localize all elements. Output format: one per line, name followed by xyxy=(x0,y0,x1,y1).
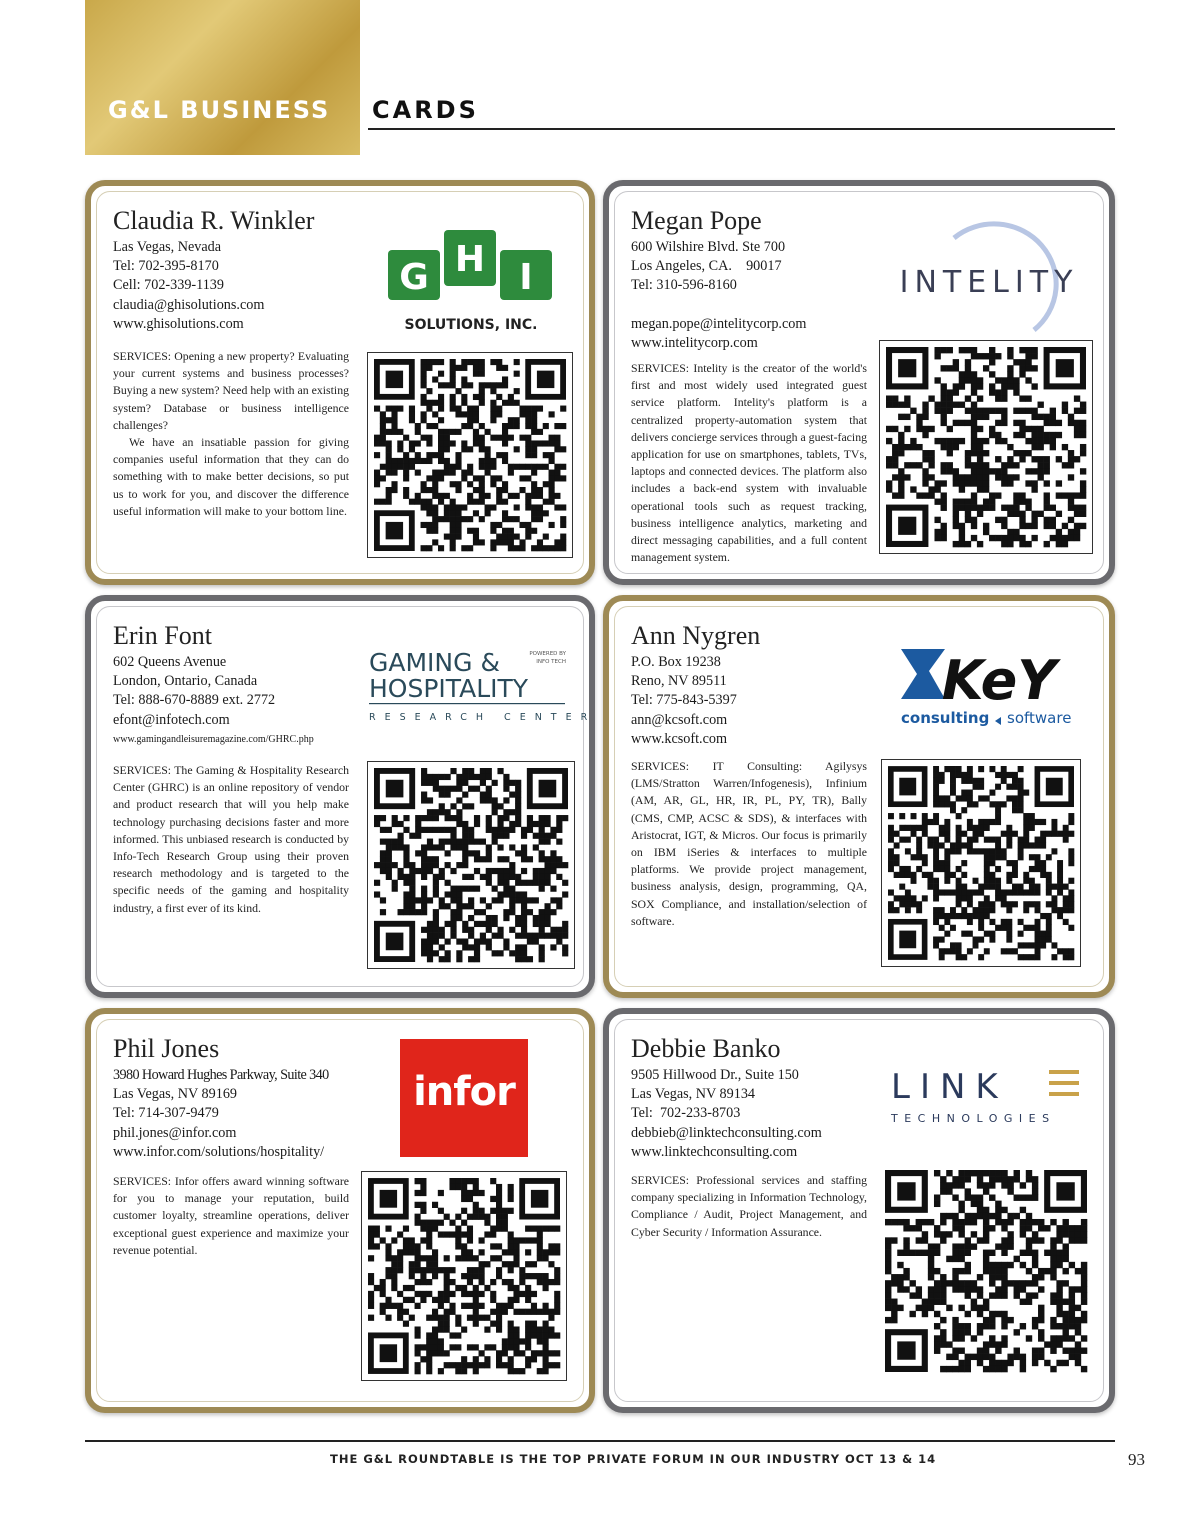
card-contact xyxy=(113,1066,329,1162)
contact-email[interactable]: phil.jones@infor.com xyxy=(113,1124,237,1141)
ghrc-info-tech: INFO TECH xyxy=(536,659,566,665)
qr-pattern xyxy=(880,341,1092,553)
card-name: Megan Pope xyxy=(631,206,762,235)
qr-code[interactable] xyxy=(881,759,1081,967)
card-services xyxy=(113,348,349,520)
business-card-pope xyxy=(603,180,1115,585)
key-arrow-icon xyxy=(901,649,945,699)
card-services xyxy=(631,360,867,566)
contact-city: London, Ontario, Canada xyxy=(113,673,258,690)
key-divider-icon xyxy=(995,717,1001,725)
ghrc-logo xyxy=(369,643,597,733)
link-bar-bottom xyxy=(1049,1092,1079,1096)
contact-tel: Tel: 310-596-8160 xyxy=(631,277,737,294)
qr-pattern xyxy=(879,1164,1093,1378)
qr-code[interactable] xyxy=(367,352,573,558)
qr-pattern xyxy=(882,760,1080,966)
card-name: Erin Font xyxy=(113,621,212,650)
section-gold-block xyxy=(85,0,360,155)
services-paragraph: SERVICES: Infor offers award winning software for you to manage your reputation, build customer loyalty, streamline operations, deliver exceptional guest experience and maximize your revenue potential. xyxy=(113,1174,349,1257)
card-name: Phil Jones xyxy=(113,1034,220,1063)
contact-website[interactable]: www.linktechconsulting.com xyxy=(631,1143,798,1160)
contact-city: Reno, NV 89511 xyxy=(631,673,727,690)
card-contact xyxy=(631,1066,822,1162)
services-paragraph: SERVICES: Professional services and staffing company specializing in Information Technology, Compliance / Audit, Project Management, and Cyber Security / Information Assurance. xyxy=(631,1173,867,1239)
ghi-letter-g: G xyxy=(399,257,429,298)
card-services xyxy=(631,758,867,930)
contact-address: 9505 Hillwood Dr., Suite 150 xyxy=(631,1067,799,1083)
footer-tagline: THE G&L ROUNDTABLE IS THE TOP PRIVATE FORUM IN OUR INDUSTRY OCT 13 & 14 xyxy=(330,1452,937,1466)
key-software-word: software xyxy=(1007,709,1072,727)
card-name: Ann Nygren xyxy=(631,621,761,650)
page-number: 93 xyxy=(1128,1450,1145,1469)
contact-website[interactable]: www.gamingandleisuremagazine.com/GHRC.php xyxy=(113,733,314,745)
contact-city: Los Angeles, CA. 90017 xyxy=(631,258,782,275)
card-contact xyxy=(631,238,806,353)
ghi-tagline: SOLUTIONS, INC. xyxy=(404,317,538,333)
header-rule xyxy=(368,128,1115,130)
contact-po-box: P.O. Box 19238 xyxy=(631,654,721,670)
ghrc-line3: RESEARCH CENTER xyxy=(369,712,597,723)
contact-email[interactable]: megan.pope@intelitycorp.com xyxy=(631,315,807,332)
business-card-winkler xyxy=(85,180,595,585)
ghrc-rule xyxy=(369,703,565,704)
card-services xyxy=(113,762,349,917)
contact-tel: Tel: 702-395-8170 xyxy=(113,258,219,275)
business-card-banko xyxy=(603,1008,1115,1413)
card-name: Claudia R. Winkler xyxy=(113,206,315,235)
link-sub: TECHNOLOGIES xyxy=(891,1112,1056,1125)
qr-code[interactable] xyxy=(361,1171,567,1381)
services-paragraph: SERVICES: IT Consulting: Agilysys (LMS/Stratton Warren/Infogenesis), Infinium (AM, AR, GL, HR, IR, PL, PY, TR), Bally (CMS, CMP, ACSC & SDS), & interfaces with Aristocrat, IGT, & Micros. Our focus is primarily on IBM iSeries & interfaces to multiple platforms. We provide project management, business analysis, design, programming, QA, SOX Compliance, and installation/selection of software. xyxy=(631,759,867,928)
contact-tel: Tel: 714-307-9479 xyxy=(113,1105,219,1122)
qr-code[interactable] xyxy=(879,340,1093,554)
services-paragraph: SERVICES: Opening a new property? Evaluating your current systems and business processes? Buying a new system? Need help with an existing system? Database or business intelligence challenges? xyxy=(113,349,349,432)
business-card-jones xyxy=(85,1008,595,1413)
link-bar-top xyxy=(1049,1070,1079,1074)
card-services xyxy=(631,1172,867,1241)
section-title-black: CARDS xyxy=(372,96,479,124)
card-contact xyxy=(631,653,737,749)
qr-pattern xyxy=(368,762,574,968)
contact-tel: Tel: 775-843-5397 xyxy=(631,692,737,709)
contact-address: 602 Queens Avenue xyxy=(113,654,227,670)
qr-code[interactable] xyxy=(367,761,575,969)
contact-website[interactable]: www.kcsoft.com xyxy=(631,730,728,747)
contact-cell: Cell: 702-339-1139 xyxy=(113,277,224,294)
contact-spacer xyxy=(631,296,806,315)
link-technologies-logo xyxy=(889,1064,1089,1134)
infor-logo xyxy=(400,1039,528,1157)
section-title-gold: G&L BUSINESS xyxy=(108,96,331,124)
business-card-nygren xyxy=(603,595,1115,998)
card-contact xyxy=(113,653,314,747)
contact-address: 600 Wilshire Blvd. Ste 700 xyxy=(631,239,786,255)
contact-tel: Tel: 888-670-8889 ext. 2772 xyxy=(113,692,276,709)
qr-code[interactable] xyxy=(879,1164,1093,1378)
card-contact xyxy=(113,238,264,334)
contact-city: Las Vegas, NV 89134 xyxy=(631,1086,756,1103)
key-wordmark: KeY xyxy=(941,649,1057,712)
contact-website[interactable]: www.infor.com/solutions/hospitality/ xyxy=(113,1143,325,1160)
infor-wordmark: infor xyxy=(413,1069,515,1115)
services-paragraph: SERVICES: Intelity is the creator of the world's first and most widely used integrated guest service platform. Intelity's platform is a centralized property-automation system that delivers concierge services through a guest-facing application for use on smartphones, tablets, TVs, laptops and connected devices. The platform also includes a back-end system with invaluable operational tools such as request tracking, business intelligence analytics, marketing and direct messaging capabilities, and a full content management system. xyxy=(631,361,867,565)
key-consulting-word: consulting xyxy=(901,709,990,727)
contact-email[interactable]: efont@infotech.com xyxy=(113,711,230,728)
contact-email[interactable]: claudia@ghisolutions.com xyxy=(113,296,265,313)
link-bar-middle xyxy=(1049,1081,1079,1085)
qr-pattern xyxy=(362,1172,566,1380)
footer-rule xyxy=(85,1440,1115,1442)
contact-website[interactable]: www.ghisolutions.com xyxy=(113,315,244,332)
intelity-logo xyxy=(884,220,1094,340)
business-card-font xyxy=(85,595,595,998)
ghi-logo xyxy=(386,226,556,336)
card-name: Debbie Banko xyxy=(631,1034,781,1063)
contact-tel: Tel: 702-233-8703 xyxy=(631,1105,741,1122)
ghi-letter-i: I xyxy=(519,257,533,298)
ghrc-powered-by: POWERED BY xyxy=(529,651,566,657)
qr-pattern xyxy=(368,353,572,557)
services-paragraph: We have an insatiable passion for giving companies useful information that they can do something with to make better decisions, so put us to work for you, and discover the difference useful information will make to your bottom line. xyxy=(113,435,349,518)
intelity-wordmark: INTELITY xyxy=(899,265,1079,300)
contact-location: Las Vegas, Nevada xyxy=(113,239,222,255)
card-services xyxy=(113,1173,349,1259)
link-wordmark: LINK xyxy=(891,1067,1008,1107)
contact-address: 3980 Howard Hughes Parkway, Suite 340 xyxy=(113,1067,329,1083)
ghi-letter-h: H xyxy=(454,239,486,280)
services-paragraph: SERVICES: The Gaming & Hospitality Research Center (GHRC) is an online repository of vendor and product research that will you help make technology purchasing decisions faster and more informed. This unbiased research is conducted by Info-Tech Research Group using their proven research methodology and is targeted to the specific needs of the gaming and hospitality industry, a first ever of its kind. xyxy=(113,763,349,915)
contact-email[interactable]: ann@kcsoft.com xyxy=(631,711,728,728)
ghrc-line1: GAMING & xyxy=(369,648,500,677)
contact-city: Las Vegas, NV 89169 xyxy=(113,1086,238,1103)
key-consulting-logo xyxy=(899,641,1079,731)
contact-website[interactable]: www.intelitycorp.com xyxy=(631,334,758,351)
ghrc-line2: HOSPITALITY xyxy=(369,674,529,703)
contact-email[interactable]: debbieb@linktechconsulting.com xyxy=(631,1124,822,1141)
